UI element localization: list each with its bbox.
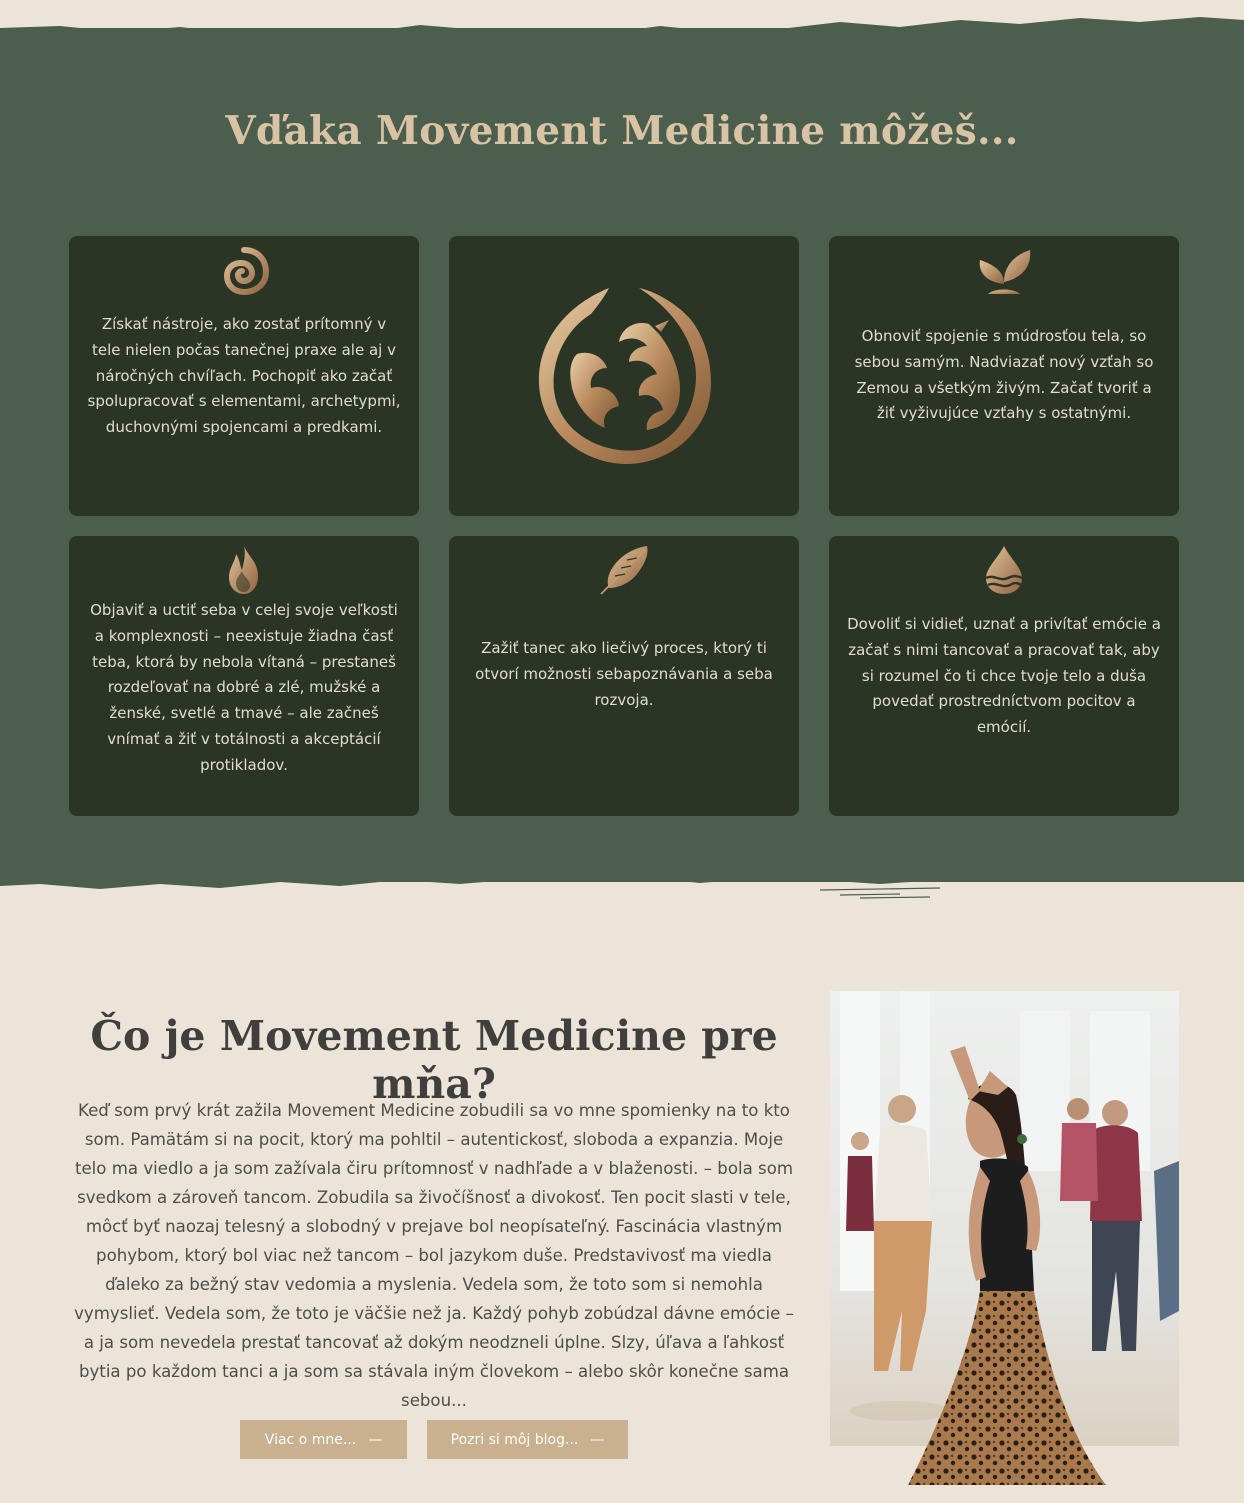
blog-button[interactable] [427, 1420, 628, 1459]
feather-icon [597, 544, 651, 596]
about-text: Keď som prvý krát zažila Movement Medicine zobudili sa vo mne spomienky na to kto som. Pamätám si na pocit, ktorý ma pohltil – autentickosť, sloboda a expanzia. Moje telo ma viedlo a ja som zažívala čiru prítomnosť v nadhľade a v blaženosti. – bola som svedkom a zároveň tancom. Zobudila sa živočíšnosť a divokosť. Ten pocit slasti v tele, môcť byť naozaj telesný a slobodný v prejave bol neopísateľný. Fascinácia vlastným pohybom, ktorý bol viac než tancom – bol jazykom duše. Predstavivosť ma viedla ďaleko za bežný stav vedomia a myslenia. Vedela som, že toto som si nemohla vymyslieť. Vedela som, že toto je väčšie než ja. Každý pohyb zobúdzal dávne emócie – a ja som nevedela prestať tancovať až dokým neodzneli úplne. Slzy, úľava a ľahkosť bytia po každom tanci a ja som sa stávala iným človekom – alebo skôr konečne sama sebou... [74, 1101, 794, 1410]
dance-photo [830, 991, 1179, 1485]
dash-icon: — [368, 1431, 383, 1448]
about-me-button[interactable] [240, 1420, 407, 1459]
benefit-text-1: Získať nástroje, ako zostať prítomný v tele nielen počas tanečnej praxe ale aj v náročných chvíľach. Pochopiť ako začať spolupracovať s elementami, archetypmi, duchovnými spojencami a predkami. [87, 315, 401, 437]
blog-button-label: Pozri si môj blog... [450, 1431, 579, 1448]
benefit-card-6 [829, 536, 1179, 816]
spiral-icon [218, 246, 270, 298]
sprout-icon [974, 246, 1034, 296]
brush-divider-bottom [0, 862, 1244, 906]
benefits-title: Vďaka Movement Medicine môžeš... [225, 108, 1019, 154]
phoenix-logo [529, 284, 719, 468]
water-drop-icon [980, 544, 1028, 596]
benefit-card-1 [69, 236, 419, 516]
benefit-card-5 [449, 536, 799, 816]
benefit-card-3 [829, 236, 1179, 516]
dash-icon: — [590, 1431, 605, 1448]
benefit-card-2 [449, 236, 799, 516]
benefit-text-5: Zažiť tanec ako liečivý proces, ktorý ti otvorí možnosti sebapoznávania a seba rozvoja. [475, 639, 773, 709]
flame-icon [224, 544, 264, 596]
about-title: Čo je Movement Medicine pre mňa? [90, 1012, 778, 1108]
benefit-text-3: Obnoviť spojenie s múdrosťou tela, so sebou samým. Nadviazať nový vzťah so Zemou a všetkým živým. Začať tvoriť a žiť vyživujúce vzťahy s ostatnými. [854, 327, 1154, 423]
benefit-card-4 [69, 536, 419, 816]
about-me-button-label: Viac o mne... [264, 1431, 357, 1448]
benefit-text-4: Objaviť a uctiť seba v celej svoje veľkosti a komplexnosti – neexistuje žiadna časť teba, ktorá by nebola vítaná – prestaneš rozdeľovať na dobré a zlé, mužské a ženské, svetlé a tmavé – ale začneš vnímať a žiť v totálnosti a akceptácií protikladov. [90, 601, 398, 774]
benefit-text-6: Dovoliť si vidieť, uznať a privítať emócie a začať s nimi tancovať a pracovať tak, aby si rozumel čo ti chce tvoje telo a duša povedať prostredníctvom pocitov a emócií. [847, 615, 1161, 737]
